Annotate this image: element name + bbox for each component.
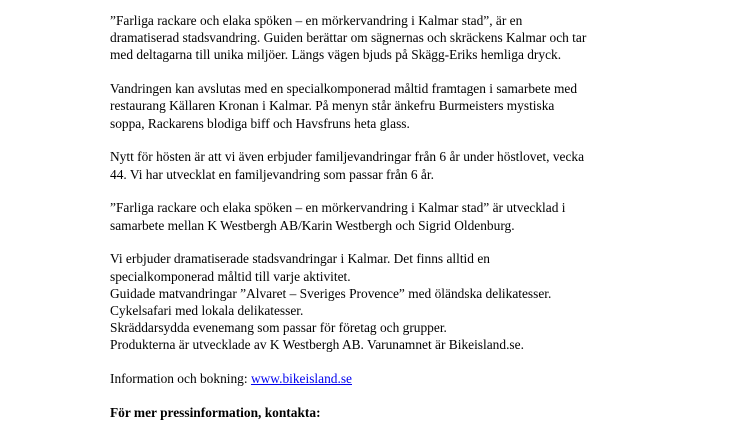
text-line: 44. Vi har utvecklat en familjevandring som passar från 6 år. (110, 166, 434, 182)
text-line: restaurang Källaren Kronan i Kalmar. På menyn står änkefru Burmeisters mystiska (110, 98, 555, 114)
text-line: ”Farliga rackare och elaka spöken – en mörkervandring i Kalmar stad”, är en (110, 13, 523, 28)
paragraph-collaboration (110, 199, 720, 233)
text-line: Vi erbjuder dramatiserade stadsvandringar i Kalmar. Det finns alltid en (110, 251, 490, 267)
paragraph-meal (110, 80, 720, 132)
text-line: Vandringen kan avslutas med en specialkomponerad måltid framtagen i samarbete med (110, 81, 578, 97)
text-line: ”Farliga rackare och elaka spöken – en mörkervandring i Kalmar stad” är utvecklad i (110, 200, 566, 216)
text-line: Skräddarsydda evenemang som passar för företag och grupper. (110, 320, 447, 336)
press-heading: För mer pressinformation, kontakta: (110, 405, 321, 421)
document-page (110, 12, 720, 438)
text-line: soppa, Rackarens blodiga biff och Havsfruns heta glass. (110, 115, 410, 131)
text-line: Nytt för hösten är att vi även erbjuder familjevandringar från 6 år under höstlovet, vecka (110, 149, 585, 165)
paragraph-family (110, 148, 720, 182)
text-line: dramatiserad stadsvandring. Guiden berättar om sägnernas och skräckens Kalmar och tar (110, 30, 587, 46)
text-line: samarbete mellan K Westbergh AB/Karin Westbergh och Sigrid Oldenburg. (110, 217, 515, 233)
text-line: Cykelsafari med lokala delikatesser. (110, 303, 304, 319)
text-line: Produkterna är utvecklade av K Westbergh AB. Varunamnet är Bikeisland.se. (110, 337, 524, 353)
paragraph-intro (110, 12, 720, 64)
website-link[interactable]: www.bikeisland.se (250, 371, 352, 387)
text-line: specialkomponerad måltid till varje aktivitet. (110, 268, 351, 284)
text-line: med deltagarna till unika miljöer. Längs vägen bjuds på Skägg-Eriks hemliga dryck. (110, 47, 562, 63)
info-label: Information och bokning: (110, 371, 251, 387)
text-line: Guidade matvandringar ”Alvaret – Sveriges Provence” med öländska delikatesser. (110, 285, 552, 301)
paragraph-info (110, 370, 720, 387)
paragraph-offerings (110, 250, 720, 353)
